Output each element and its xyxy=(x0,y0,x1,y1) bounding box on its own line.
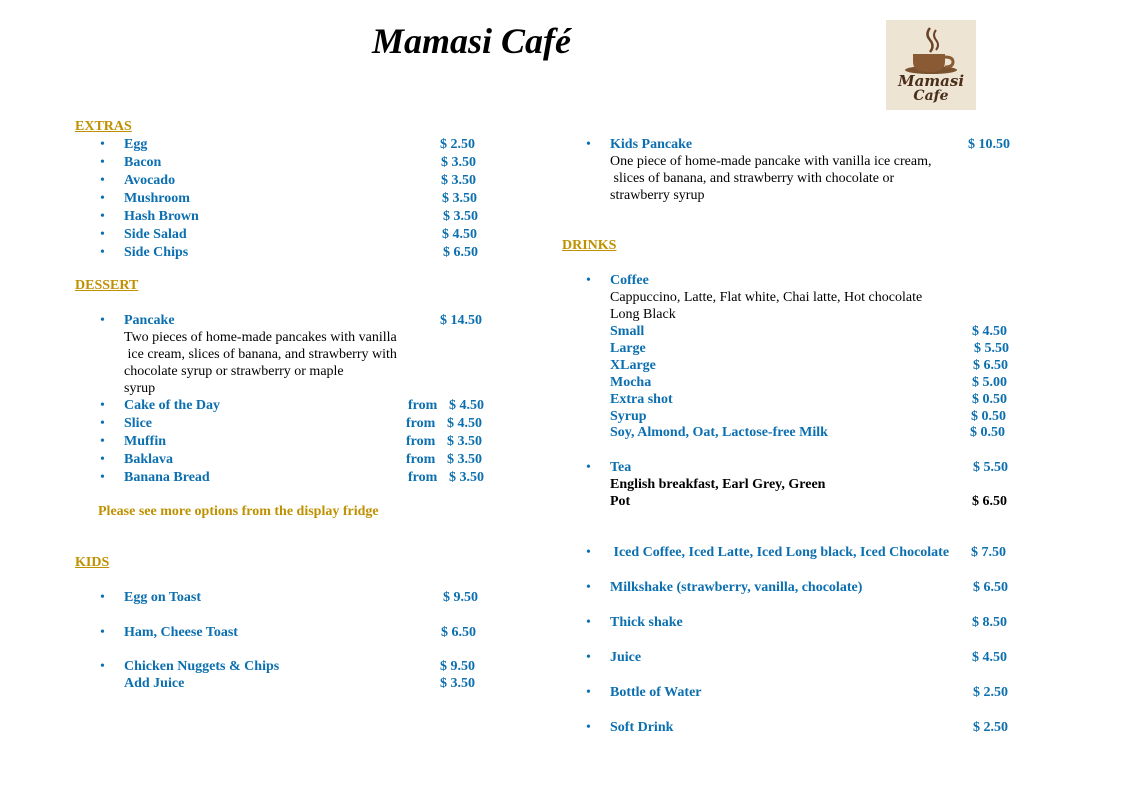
kids-price: $ 6.50 xyxy=(441,625,476,640)
drinks-item-bottle-of-water: • Bottle of Water xyxy=(610,685,702,701)
drinks-item-soft-drink: • Soft Drink xyxy=(610,720,673,736)
dessert-price-pancake: $ 14.50 xyxy=(440,313,482,328)
dessert-item-baklava: • Baklava xyxy=(124,452,173,468)
extras-heading: EXTRAS xyxy=(75,119,132,134)
extras-price-avocado: $ 3.50 xyxy=(441,173,476,188)
drinks-heading: DRINKS xyxy=(562,238,617,253)
from-label: from xyxy=(408,398,438,413)
coffee-option: Extra shot xyxy=(610,392,673,407)
pancake-desc-line: ice cream, slices of banana, and strawberry with xyxy=(124,347,397,362)
kids-add-juice: Add Juice xyxy=(124,676,185,691)
display-fridge-note: Please see more options from the display fridge xyxy=(98,504,379,519)
dessert-price: $ 4.50 xyxy=(449,398,484,413)
drinks-item-juice: • Juice xyxy=(610,650,641,666)
coffee-option-price: $ 6.50 xyxy=(973,358,1008,373)
dessert-item-banana-bread: • Banana Bread xyxy=(124,470,210,486)
dessert-price: $ 3.50 xyxy=(449,470,484,485)
pancake-desc-line: syrup xyxy=(124,381,156,396)
drinks-price: $ 2.50 xyxy=(973,685,1008,700)
dessert-heading: DESSERT xyxy=(75,278,139,293)
logo-line1: Mamasi xyxy=(897,72,965,90)
coffee-desc-line: Long Black xyxy=(610,307,676,322)
cafe-logo xyxy=(886,20,976,110)
coffee-option: Soy, Almond, Oat, Lactose-free Milk xyxy=(610,425,828,440)
kids-price: $ 9.50 xyxy=(443,590,478,605)
coffee-option-price: $ 5.00 xyxy=(972,375,1007,390)
from-label: from xyxy=(406,416,436,431)
kids-item-ham-cheese-toast: • Ham, Cheese Toast xyxy=(124,625,238,641)
logo-line2: Cafe xyxy=(913,88,949,104)
extras-price-hash-brown: $ 3.50 xyxy=(443,209,478,224)
extras-price-bacon: $ 3.50 xyxy=(441,155,476,170)
drinks-item-thick-shake: • Thick shake xyxy=(610,615,683,631)
extras-price-side-chips: $ 6.50 xyxy=(443,245,478,260)
drinks-item-iced: • Iced Coffee, Iced Latte, Iced Long black, Iced Chocolate xyxy=(610,545,949,561)
coffee-option: Large xyxy=(610,341,646,356)
from-label: from xyxy=(406,434,436,449)
extras-item-side-salad: • Side Salad xyxy=(124,227,187,243)
coffee-desc-line: Cappuccino, Latte, Flat white, Chai latte, Hot chocolate xyxy=(610,290,923,305)
tea-pot-label: Pot xyxy=(610,494,631,509)
kids-pancake-price: $ 10.50 xyxy=(968,137,1010,152)
tea-price: $ 5.50 xyxy=(973,460,1008,475)
kids-item-kids-pancake: • Kids Pancake xyxy=(610,137,692,153)
kids-pancake-desc-line: One piece of home-made pancake with vanilla ice cream, xyxy=(610,154,932,169)
drinks-price: $ 7.50 xyxy=(971,545,1006,560)
coffee-option: Syrup xyxy=(610,409,647,424)
extras-item-egg: • Egg xyxy=(124,137,147,153)
coffee-option: Mocha xyxy=(610,375,652,390)
extras-price-mushroom: $ 3.50 xyxy=(442,191,477,206)
pancake-desc-line: Two pieces of home-made pancakes with vanilla xyxy=(124,330,397,345)
coffee-option: Small xyxy=(610,324,645,339)
coffee-option-price: $ 0.50 xyxy=(972,392,1007,407)
kids-item-egg-on-toast: • Egg on Toast xyxy=(124,590,201,606)
kids-price: $ 9.50 xyxy=(440,659,475,674)
tea-desc: English breakfast, Earl Grey, Green xyxy=(610,477,826,492)
coffee-option-price: $ 5.50 xyxy=(974,341,1009,356)
dessert-item-pancake: • Pancake xyxy=(124,313,175,329)
dessert-price: $ 4.50 xyxy=(447,416,482,431)
kids-pancake-desc-line: slices of banana, and strawberry with chocolate or xyxy=(610,171,895,186)
dessert-price: $ 3.50 xyxy=(447,452,482,467)
page-title: Mamasi Café xyxy=(372,21,572,61)
extras-price-side-salad: $ 4.50 xyxy=(442,227,477,242)
from-label: from xyxy=(408,470,438,485)
drinks-price: $ 2.50 xyxy=(973,720,1008,735)
dessert-item-muffin: • Muffin xyxy=(124,434,166,450)
kids-item-chicken-nuggets: • Chicken Nuggets & Chips xyxy=(124,659,279,675)
extras-price-egg: $ 2.50 xyxy=(440,137,475,152)
pancake-desc-line: chocolate syrup or strawberry or maple xyxy=(124,364,344,379)
kids-pancake-desc-line: strawberry syrup xyxy=(610,188,705,203)
coffee-option-price: $ 0.50 xyxy=(971,409,1006,424)
coffee-option-price: $ 4.50 xyxy=(972,324,1007,339)
kids-add-juice-price: $ 3.50 xyxy=(440,676,475,691)
extras-item-mushroom: • Mushroom xyxy=(124,191,190,207)
tea-pot-price: $ 6.50 xyxy=(972,494,1007,509)
drinks-item-tea: • Tea xyxy=(610,460,631,476)
drinks-price: $ 8.50 xyxy=(972,615,1007,630)
dessert-item-cake-of-the-day: • Cake of the Day xyxy=(124,398,220,414)
coffee-option: XLarge xyxy=(610,358,656,373)
extras-item-side-chips: • Side Chips xyxy=(124,245,188,261)
from-label: from xyxy=(406,452,436,467)
drinks-price: $ 4.50 xyxy=(972,650,1007,665)
drinks-item-milkshake: • Milkshake (strawberry, vanilla, chocolate) xyxy=(610,580,862,596)
kids-heading: KIDS xyxy=(75,555,110,570)
coffee-option-price: $ 0.50 xyxy=(970,425,1005,440)
drinks-item-coffee: • Coffee xyxy=(610,273,649,289)
drinks-price: $ 6.50 xyxy=(973,580,1008,595)
extras-item-avocado: • Avocado xyxy=(124,173,175,189)
dessert-price: $ 3.50 xyxy=(447,434,482,449)
extras-item-hash-brown: • Hash Brown xyxy=(124,209,199,225)
dessert-item-slice: • Slice xyxy=(124,416,152,432)
extras-item-bacon: • Bacon xyxy=(124,155,161,171)
